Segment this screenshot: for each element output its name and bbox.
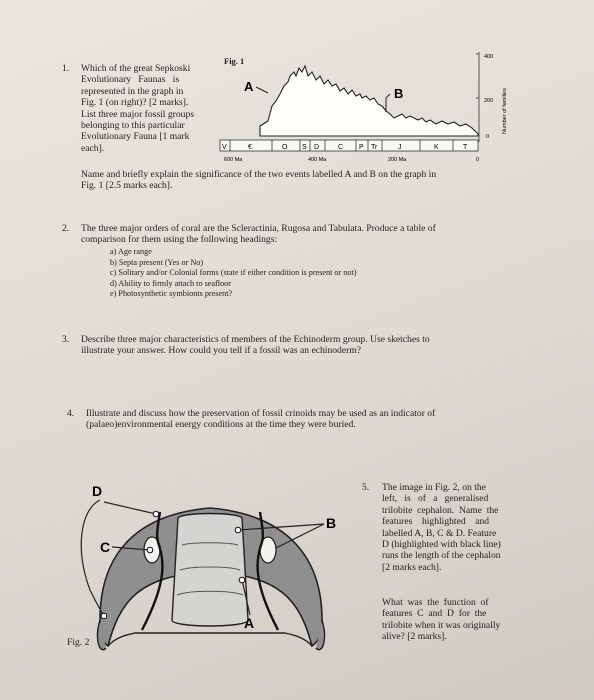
fig1-diversity-curve	[260, 66, 478, 136]
q4-line-1: Illustrate and discuss how the preservation of fossil crinoids may be used as an indicator of	[86, 408, 436, 419]
q5-line: trilobite cephalon. Name the	[382, 504, 499, 516]
fig1-label: Fig. 1	[224, 56, 245, 66]
fig2-label-A: A	[244, 615, 255, 631]
fig1-ytick-0: 0	[486, 134, 490, 140]
q2-line-1: The three major orders of coral are the Scleractinia, Rugosa and Tabulata. Produce a table of	[81, 223, 436, 234]
q4-line-2: (palaeo)environmental energy conditions at the time they were buried.	[86, 419, 356, 431]
fig1-xtick-600: 600 Ma	[224, 157, 243, 163]
fig1-xtick-400: 400 Ma	[308, 157, 327, 163]
q1-text	[81, 63, 231, 154]
q5-text	[382, 482, 532, 573]
fig2-trilobite-cephalon	[60, 470, 350, 670]
q1-number: 1.	[62, 63, 70, 74]
fig1-period-P: P	[359, 144, 364, 151]
q5-line: The image in Fig. 2, on the	[382, 482, 486, 493]
fig1-label-A: A	[244, 79, 254, 94]
q1-line: Which of the great Sepkoski	[81, 63, 191, 74]
fig1-period-D: D	[314, 144, 320, 151]
q1-line: Fig. 1 (on right)? [2 marks].	[81, 97, 189, 109]
q3-number: 3.	[62, 334, 70, 345]
fig2-label-B: B	[326, 515, 337, 531]
fig1-label-B: B	[394, 86, 404, 101]
q2-line-2: comparison for them using the following headings:	[81, 234, 278, 246]
fig1-period-T: T	[463, 144, 468, 151]
q1-line: Evolutionary Faunas is	[81, 74, 180, 86]
q5-line-b: alive? [2 marks].	[382, 631, 447, 643]
q5-line-b: trilobite when it was originally	[382, 619, 501, 631]
fig1-period-cambrian: €	[248, 144, 252, 151]
fig1-xtick-0: 0	[476, 157, 480, 163]
q5-line: runs the length of the cephalon	[382, 550, 501, 562]
q2-heading-item: c) Solitary and/or Colonial forms (state if either condition is present or not)	[110, 268, 357, 278]
q3-line-2: illustrate your answer. How could you tell if a fossil was an echinoderm?	[81, 345, 362, 357]
fig2-label: Fig. 2	[67, 637, 90, 648]
fig1-period-V: V	[222, 144, 227, 151]
q1-line: List three major fossil groups	[81, 108, 194, 120]
q5-line: labelled A, B, C & D. Feature	[382, 527, 497, 539]
q2-headings	[110, 247, 530, 300]
q1-line: represented in the graph in	[81, 85, 184, 97]
q1-line: Evolutionary Fauna [1 mark	[81, 131, 190, 143]
fig1-period-Tr: Tr	[371, 144, 378, 151]
q5-line: D (highlighted with black line)	[382, 539, 501, 551]
fig1-period-C: C	[338, 144, 344, 151]
fig1-graph	[210, 46, 510, 176]
fig2-label-C: C	[100, 539, 111, 555]
q3-text	[81, 334, 541, 357]
fig1-period-O: O	[282, 144, 288, 151]
q2-heading-item: b) Septa present (Yes or No)	[110, 257, 204, 267]
fig1-ytick-400: 400	[484, 54, 494, 60]
q2-heading-item: d) Ability to firmly attach to seafloor	[110, 278, 231, 288]
fig1-ylabel: Number of families	[502, 88, 508, 134]
q5-text-2	[382, 597, 532, 643]
fig1-period-K: K	[434, 144, 439, 151]
q1-bottom-line-1: Name and briefly explain the significance of the two events labelled A and B on the graph in	[81, 169, 437, 180]
q1-line: each].	[81, 142, 105, 154]
q5-line: [2 marks each].	[382, 561, 442, 573]
q5-line: left, is of a generalised	[382, 493, 489, 505]
q2-text	[81, 223, 541, 246]
fig1-ytick-200: 200	[484, 98, 494, 104]
q5-line-b: features C and D for the	[382, 608, 487, 620]
q1-line: belonging to this particular	[81, 120, 185, 132]
q1-bottom-line-2: Fig. 1 [2.5 marks each].	[81, 180, 173, 192]
q2-heading-item: a) Age range	[110, 247, 152, 256]
q5-line-b: What was the function of	[382, 597, 489, 608]
fig1-period-S: S	[302, 144, 307, 151]
q2-heading-item: e) Photosynthetic symbionts present?	[110, 289, 233, 299]
fig2-label-D: D	[92, 483, 103, 499]
q2-number: 2.	[62, 223, 70, 234]
q4-text	[86, 408, 546, 431]
q5-line: features highlighted and	[382, 516, 490, 528]
q4-number: 4.	[67, 408, 75, 419]
q5-number: 5.	[362, 482, 370, 493]
fig1-period-J: J	[398, 144, 402, 151]
fig1-xtick-200: 200 Ma	[388, 157, 407, 163]
q3-line-1: Describe three major characteristics of members of the Echinoderm group. Use sketches to	[81, 334, 430, 345]
